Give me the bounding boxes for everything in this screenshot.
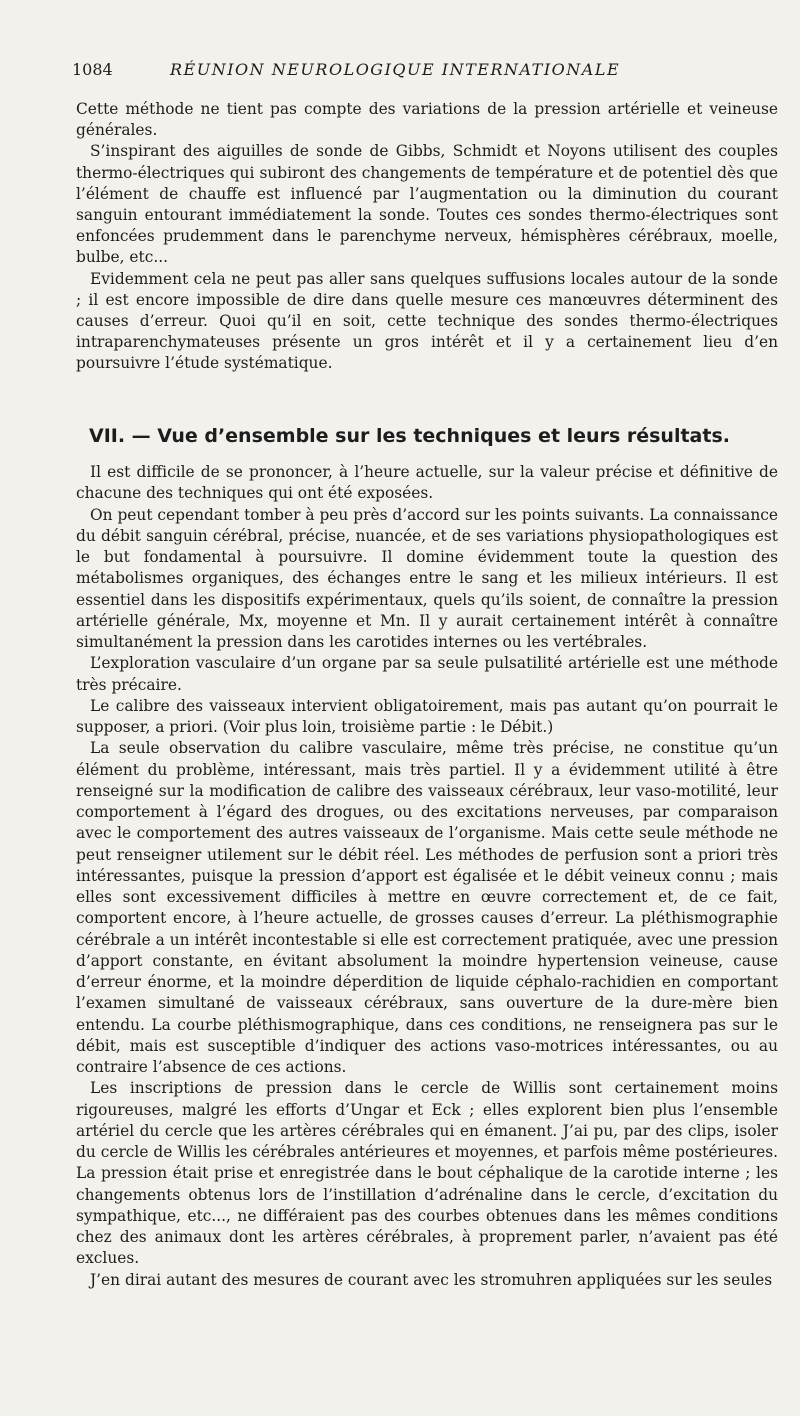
- page-number: 1084: [72, 60, 113, 79]
- paragraph: L’exploration vasculaire d’un organe par sa seule pulsatilité artérielle est une méthode très précaire.: [76, 654, 778, 694]
- text-block-section-vii: [76, 462, 778, 1291]
- page-header: [72, 60, 772, 84]
- section-heading: VII. — Vue d’ensemble sur les techniques et leurs résultats.: [89, 425, 730, 447]
- paragraph: Le calibre des vaisseaux intervient obligatoirement, mais pas autant qu’on pourrait le supposer, a priori. (Voir plus loin, troisième partie : le Débit.): [76, 696, 778, 736]
- paragraph: Cette méthode ne tient pas compte des variations de la pression artérielle et veineuse générales.: [76, 100, 778, 140]
- paragraph: Il est difficile de se prononcer, à l’heure actuelle, sur la valeur précise et définitive de chacune des techniques qui ont été exposées.: [76, 463, 778, 503]
- text-block-continuation: [76, 99, 778, 375]
- paragraph: La seule observation du calibre vasculaire, même très précise, ne constitue qu’un élément du problème, intéressant, mais très partiel. Il y a évidemment utilité à être renseigné sur la modification de calibre des vaisseaux cérébraux, leur vaso-motilité, leur comportement à l’égard des drogues, ou des excitations nerveuses, par comparaison avec le comportement des autres vaisseaux de l’organisme. Mais cette seule méthode ne peut renseigner utilement sur le débit réel. Les méthodes de perfusion sont a priori très intéressantes, puisque la pression d’apport est égalisée et le débit veineux connu ; mais elles sont excessivement difficiles à mettre en œuvre correctement et, de ce fait, comportent encore, à l’heure actuelle, de grosses causes d’erreur. La pléthismographie cérébrale a un intérêt incontestable si elle est correctement pratiquée, avec une pression d’apport constante, en évitant absolument la moindre hypertension veineuse, cause d’erreur énorme, et la moindre déperdition de liquide céphalo-rachidien en comportant l’examen simultané de vaisseaux cérébraux, sans ouverture de la dure-mère bien entendu. La courbe pléthismographique, dans ces conditions, ne renseignera pas sur le débit, mais est susceptible d’indiquer des actions vaso-motrices intéressantes, ou au contraire l’absence de ces actions.: [76, 739, 778, 1076]
- paragraph: On peut cependant tomber à peu près d’accord sur les points suivants. La connaissance du débit sanguin cérébral, précise, nuancée, et de ses variations physiopathologiques est le but fondamental à poursuivre. Il domine évidemment toute la question des métabolismes organiques, des échanges entre le sang et les milieux intérieurs. Il est essentiel dans les dispositifs expérimentaux, quels qu’ils soient, de connaître la pression artérielle générale, Mx, moyenne et Mn. Il y aurait certainement intérêt à connaître simultanément la pression dans les carotides internes ou les vertébrales.: [76, 505, 778, 651]
- paragraph: Les inscriptions de pression dans le cercle de Willis sont certainement moins rigoureuses, malgré les efforts d’Ungar et Eck ; elles explorent bien plus l’ensemble artériel du cercle que les artères cérébrales qui en émanent. J’ai pu, par des clips, isoler du cercle de Willis les cérébrales antérieures et moyennes, et parfois même postérieures. La pression était prise et enregistrée dans le bout céphalique de la carotide interne ; les changements obtenus lors de l’instillation d’adrénaline dans le cercle, d’excitation du sympathique, etc..., ne différaient pas des courbes obtenues dans les mêmes conditions chez des animaux dont les artères cérébrales, à proprement parler, n’avaient pas été exclues.: [76, 1079, 778, 1268]
- running-title: RÉUNION NEUROLOGIQUE INTERNATIONALE: [170, 60, 621, 79]
- paragraph: S’inspirant des aiguilles de sonde de Gibbs, Schmidt et Noyons utilisent des couples thermo-électriques qui subiront des changements de température et de potentiel dès que l’élément de chauffe est influencé par l’augmentation ou la diminution du courant sanguin entourant immédiatement la sonde. Toutes ces sondes thermo-électriques sont enfoncées prudemment dans le parenchyme nerveux, hémisphères cérébraux, moelle, bulbe, etc...: [76, 142, 778, 267]
- paragraph: Evidemment cela ne peut pas aller sans quelques suffusions locales autour de la sonde ; il est encore impossible de dire dans quelle mesure ces manœuvres déterminent des causes d’erreur. Quoi qu’il en soit, cette technique des sondes thermo-électriques intraparenchymateuses présente un gros intérêt et il y a certainement lieu d’en poursuivre l’étude systématique.: [76, 269, 778, 373]
- paragraph: J’en dirai autant des mesures de courant avec les stromuhren appliquées sur les seules: [90, 1270, 773, 1289]
